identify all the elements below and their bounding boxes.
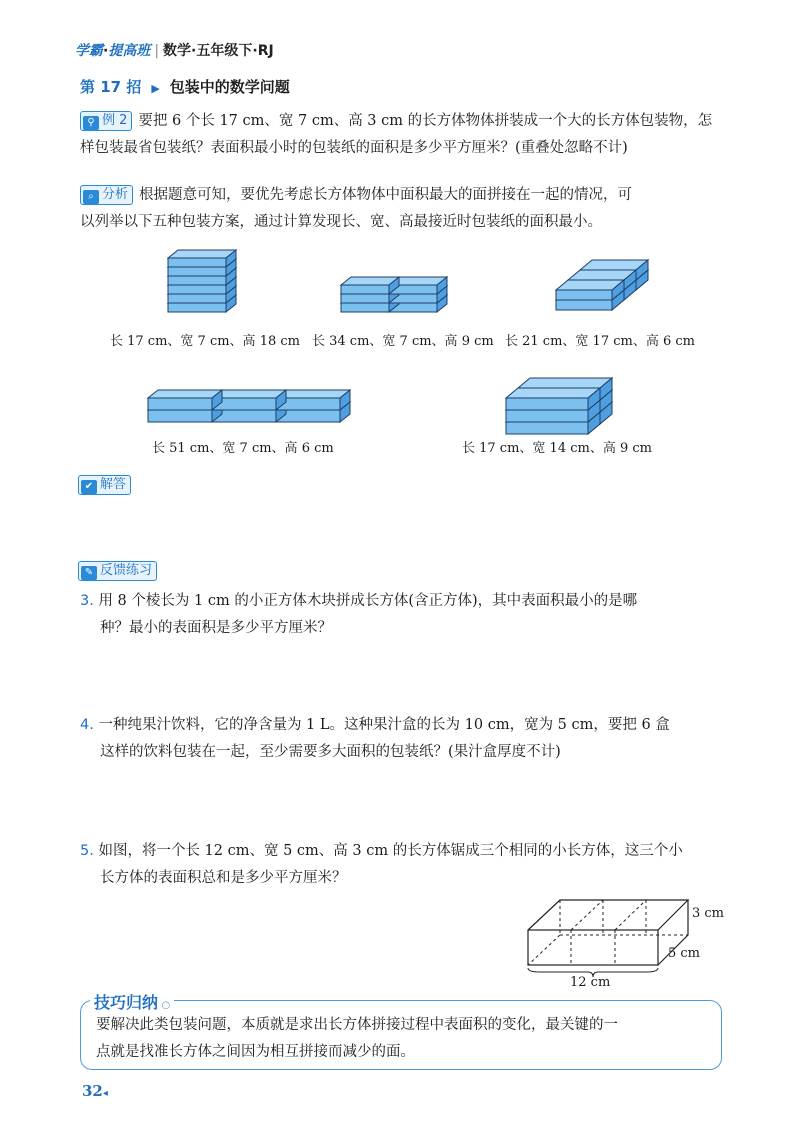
fig2-slab-1-0-top [341, 286, 399, 294]
fig4-slab-1-1-side [276, 402, 286, 422]
fig1-slab-3-front [168, 285, 226, 294]
fig5-slab-0-1-front [518, 388, 600, 400]
example-badge [80, 111, 132, 131]
feedback-badge-label: 反馈练习 [100, 563, 153, 578]
fig1-slab-3-side [226, 277, 236, 294]
fig2-slab-2-0-front [341, 303, 389, 312]
example-badge-label: 例 2 [102, 113, 128, 128]
paperclip-icon: ⚲ [83, 116, 99, 130]
magnifier-icon: ⌕ [83, 190, 99, 204]
figure-caption-1: 长 17 cm、宽 7 cm、高 18 cm [110, 334, 300, 349]
fig3-slab-1-0-side [612, 290, 624, 310]
section-number: 第 17 招 [80, 78, 142, 96]
fig4-slab-0-0-top [148, 390, 222, 398]
fig3-slab-0-2-front [580, 270, 636, 280]
fig4-slab-0-1-side [276, 390, 286, 410]
analysis-line-1: 根据题意可知，要优先考虑长方体物体中面积最大的面拼接在一起的情况，可 [139, 187, 633, 203]
fig3-slab-1-1-top [568, 280, 636, 290]
fig2-slab-1-1-side [437, 286, 447, 303]
fig3-slab-0-0-top [556, 280, 624, 290]
fig3-slab-0-1-front [568, 280, 624, 290]
fig2-slab-0-0-front [341, 285, 389, 294]
analysis-badge [80, 185, 133, 205]
fig4-slab-1-0-front [148, 410, 212, 422]
question-5-line-2: 长方体的表面积总和是多少平方厘米？ [100, 870, 347, 886]
fig5-slab-2-1-side [600, 402, 612, 424]
fig1-slab-1-top [168, 259, 236, 267]
fig3-slab-0-1-top [568, 270, 636, 280]
fig1-slab-4-side [226, 286, 236, 303]
cuboid-top-edge [528, 900, 688, 930]
header-dot-1: · [103, 43, 109, 59]
feedback-badge [78, 561, 157, 581]
fig1-slab-2-side [226, 268, 236, 285]
hidden-edge-depth [528, 935, 560, 965]
fig5-slab-2-0-top [506, 412, 600, 422]
question-4-line-2: 这样的饮料包装在一起，至少需要多大面积的包装纸？(果汁盒厚度不计) [100, 744, 561, 760]
analysis-text [80, 182, 740, 236]
fig2-slab-1-1-front [389, 294, 437, 303]
fig1-slab-5-front [168, 303, 226, 312]
fig4-slab-0-2-top [276, 390, 350, 398]
feedback-label [78, 560, 163, 581]
question-3 [80, 588, 740, 642]
fig3-slab-0-0-side [612, 280, 624, 300]
summary-title [90, 990, 174, 1013]
fig4-slab-1-0-top [148, 402, 222, 410]
question-5 [80, 838, 740, 892]
fig2-slab-0-0-top [341, 277, 399, 285]
fig2-slab-1-0-front [341, 294, 389, 303]
fig3-slab-1-2-front [580, 280, 636, 290]
section-title [80, 76, 290, 97]
fig4-slab-1-2-side [340, 402, 350, 422]
fig1-slab-0-top [168, 250, 236, 258]
fig5-slab-0-0-front [506, 398, 588, 410]
fig4-slab-0-2-front [276, 398, 340, 410]
fig3-slab-1-1-side [624, 280, 636, 300]
fig5-slab-0-1-side [600, 378, 612, 400]
fig1-slab-0-front [168, 258, 226, 267]
fig4-slab-1-1-front [212, 410, 276, 422]
fig4-slab-1-0-side [212, 402, 222, 422]
fig3-slab-1-2-top [580, 270, 648, 280]
solution-badge [78, 475, 131, 495]
fig3-slab-0-0-front [556, 290, 612, 300]
fig2-slab-2-0-top [341, 295, 399, 303]
fig3-slab-0-2-side [636, 260, 648, 280]
length-label: 12 cm [570, 975, 611, 990]
fig5-slab-0-0-side [588, 388, 600, 410]
header-separator: | [154, 43, 160, 59]
fig3-slab-1-1-front [568, 290, 624, 300]
fig5-slab-1-1-top [518, 390, 612, 400]
fig1-slab-5-side [226, 295, 236, 312]
fig1-slab-2-top [168, 268, 236, 276]
dot-ornament-icon: ○ [158, 1000, 171, 1011]
figure-caption-3: 长 21 cm、宽 17 cm、高 6 cm [505, 334, 695, 349]
question-5-line-1: 如图，将一个长 12 cm、宽 5 cm、高 3 cm 的长方体锯成三个相同的小长方体，这三个小 [98, 843, 683, 859]
fig4-slab-0-0-side [212, 390, 222, 410]
solution-badge-label: 解答 [100, 477, 127, 492]
fig5-slab-0-1-top [518, 378, 612, 388]
fig1-slab-4-front [168, 294, 226, 303]
figure-caption-2: 长 34 cm、宽 7 cm、高 9 cm [312, 334, 494, 349]
fig2-slab-1-1-top [389, 286, 447, 294]
cuboid-front-face [528, 930, 658, 965]
fig5-slab-1-0-side [588, 400, 600, 422]
fig2-slab-0-1-side [437, 277, 447, 294]
question-3-line-2: 种？最小的表面积是多少平方厘米？ [100, 620, 332, 636]
fig1-slab-1-front [168, 267, 226, 276]
cut-line-top-2 [615, 900, 646, 930]
fig4-slab-1-1-top [212, 402, 286, 410]
analysis-badge-label: 分析 [102, 187, 129, 202]
fig5-slab-1-0-top [506, 400, 600, 410]
brand-name: 学霸 [75, 43, 103, 59]
fig1-slab-2-front [168, 276, 226, 285]
brand-subtitle: 提高班 [108, 43, 151, 59]
width-label: 5 cm [668, 946, 701, 961]
question-4-number: 4. [80, 717, 94, 733]
fig2-slab-2-0-side [389, 295, 399, 312]
fig5-slab-2-0-side [588, 412, 600, 434]
fig3-slab-1-2-side [636, 270, 648, 290]
question-3-number: 3. [80, 593, 94, 609]
fig1-slab-0-side [226, 250, 236, 267]
fig5-slab-1-0-front [506, 410, 588, 422]
cut-line-top-1 [571, 900, 603, 930]
example-line-1: 要把 6 个长 17 cm、宽 7 cm、高 3 cm 的长方体物体拼装成一个大的长方体包装物，怎 [138, 113, 713, 129]
fig1-slab-4-top [168, 286, 236, 294]
fig4-slab-0-2-side [340, 390, 350, 410]
fig1-slab-5-top [168, 295, 236, 303]
triangle-small-icon: ◂ [102, 1088, 108, 1099]
fig5-slab-1-1-side [600, 390, 612, 412]
fig2-slab-2-1-top [389, 295, 447, 303]
solution-label [78, 474, 137, 495]
header-dot-2: · [191, 43, 197, 59]
question-4 [80, 712, 740, 766]
fig3-slab-1-0-front [556, 300, 612, 310]
header-dot-3: · [252, 43, 258, 59]
triangle-right-icon: ▶ [151, 82, 160, 95]
example-problem [80, 108, 740, 162]
pencil-icon: ✎ [81, 566, 97, 580]
analysis-line-2: 以列举以下五种包装方案，通过计算发现长、宽、高最接近时包装纸的面积最小。 [80, 214, 602, 230]
fig5-slab-1-1-front [518, 400, 600, 412]
header-grade: 五年级下 [196, 43, 253, 59]
fig4-slab-0-1-front [212, 398, 276, 410]
fig4-slab-0-1-top [212, 390, 286, 398]
header-edition: RJ [257, 43, 274, 59]
page-number-value: 32 [82, 1082, 103, 1100]
figure-caption-5: 长 17 cm、宽 14 cm、高 9 cm [462, 441, 652, 456]
section-heading: 包装中的数学问题 [169, 78, 290, 96]
fig4-slab-1-2-front [276, 410, 340, 422]
fig4-slab-0-0-front [148, 398, 212, 410]
question-5-number: 5. [80, 843, 94, 859]
fig1-slab-1-side [226, 259, 236, 276]
header-subject: 数学 [163, 43, 192, 59]
fig3-slab-1-0-top [556, 290, 624, 300]
fig2-slab-0-1-front [389, 285, 437, 294]
question-4-line-1: 一种纯果汁饮料，它的净含量为 1 L。这种果汁盒的长为 10 cm，宽为 5 cm，要把 6 盒 [98, 717, 670, 733]
fig5-slab-2-0-front [506, 422, 588, 434]
summary-text [96, 1012, 716, 1066]
fig2-slab-2-1-side [437, 295, 447, 312]
fig4-slab-1-2-top [276, 402, 350, 410]
fig5-slab-0-0-top [506, 388, 600, 398]
running-header [75, 40, 274, 60]
checkmark-icon: ✔ [81, 480, 97, 494]
example-line-2: 样包装最省包装纸？表面积最小时的包装纸的面积是多少平方厘米？(重叠处忽略不计) [80, 140, 628, 156]
fig2-slab-2-1-front [389, 303, 437, 312]
fig3-slab-0-1-side [624, 270, 636, 290]
fig3-slab-0-2-top [580, 260, 648, 270]
fig5-slab-2-1-top [518, 402, 612, 412]
fig2-slab-0-0-side [389, 277, 399, 294]
summary-title-text: 技巧归纳 [94, 993, 159, 1012]
figure-caption-4: 长 51 cm、宽 7 cm、高 6 cm [152, 441, 334, 456]
height-label: 3 cm [692, 906, 725, 921]
question-3-line-1: 用 8 个棱长为 1 cm 的小正方体木块拼成长方体(含正方体)，其中表面积最小的是哪 [98, 593, 638, 609]
fig1-slab-3-top [168, 277, 236, 285]
summary-line-2: 点就是找准长方体之间因为相互拼接而减少的面。 [96, 1044, 415, 1060]
page-number [82, 1082, 108, 1100]
fig2-slab-0-1-top [389, 277, 447, 285]
fig5-slab-2-1-front [518, 412, 600, 424]
summary-line-1: 要解决此类包装问题，本质就是求出长方体拼接过程中表面积的变化，最关键的一 [96, 1017, 618, 1033]
fig2-slab-1-0-side [389, 286, 399, 303]
